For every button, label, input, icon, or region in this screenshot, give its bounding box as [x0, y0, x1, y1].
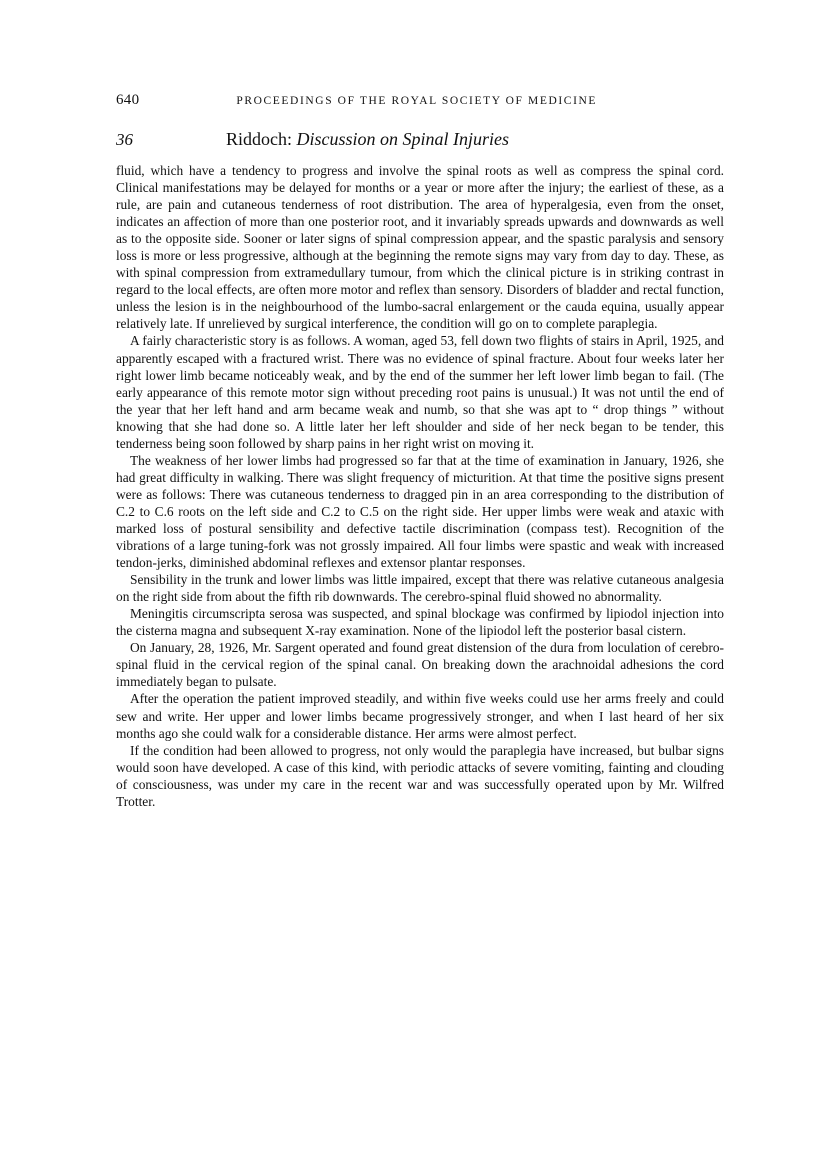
body-text — [116, 162, 724, 810]
paragraph: fluid, which have a tendency to progress and involve the spinal roots as well as compress the spinal cord. Clinical manifestations may be delayed for months or a year or more after the injury; the earliest of these, as a rule, are pain and cutaneous tenderness of root distribution. The area of hyperalgesia, even from the onset, indicates an affection of more than one posterior root, and it invariably spreads upwards and downwards as well as to the opposite side. Sooner or later signs of spinal compression appear, and the spastic paralysis and sensory loss is more or less progressive, although at the beginning the remote signs may vary from day to day. These, as with spinal compression from extramedullary tumour, from which the clinical picture is in striking contrast in regard to the local effects, are often more motor and reflex than sensory. Disorders of bladder and rectal function, unless the lesion is in the neighbourhood of the lumbo-sacral enlargement or the cauda equina, usually appear relatively late. If unrelieved by surgical interference, the condition will go on to complete paraplegia. — [116, 163, 724, 332]
paper-subject: Discussion on Spinal Injuries — [296, 129, 510, 149]
paragraph: The weakness of her lower limbs had progressed so far that at the time of examination in January, 1926, she had great difficulty in walking. There was slight frequency of micturition. At that time the positive signs present were as follows: There was cutaneous tenderness to dragged pin in an area corresponding to the distribution of C.2 to C.6 roots on the left side and C.2 to C.5 on the right side. Her upper limbs were weak and ataxic with marked loss of postural sensibility and defective tactile discrimination (compass test). Recognition of the vibrations of a large tuning-fork was not grossly impaired. All four limbs were spastic and weak with increased tendon-jerks, diminished abdominal reflexes and extensor plantar responses. — [116, 452, 724, 571]
paragraph: Meningitis circumscripta serosa was suspected, and spinal blockage was confirmed by lipiodol injection into the cisterna magna and subsequent X-ray examination. None of the lipiodol left the posterior basal cistern. — [116, 606, 724, 639]
title-block — [116, 129, 724, 150]
paragraph: On January, 28, 1926, Mr. Sargent operated and found great distension of the dura from loculation of cerebro-spinal fluid in the cervical region of the spinal canal. On breaking down the arachnoidal adhesions the cord immediately began to pulsate. — [116, 640, 724, 690]
paper-title — [226, 129, 509, 150]
paragraph: Sensibility in the trunk and lower limbs was little impaired, except that there was relative cutaneous analgesia on the right side from about the fifth rib downwards. The cerebro-spinal fluid showed no abnormality. — [116, 572, 724, 605]
paper-number: 36 — [116, 130, 133, 149]
paragraph: If the condition had been allowed to progress, not only would the paraplegia have increased, but bulbar signs would soon have developed. A case of this kind, with periodic attacks of severe vomiting, fainting and clouding of consciousness, was under my care in the recent war and was successfully operated upon by Mr. Wilfred Trotter. — [116, 742, 724, 809]
paragraph: After the operation the patient improved steadily, and within five weeks could use her arms freely and could sew and write. Her upper and lower limbs became progressively stronger, and when I last heard of her six months ago she could walk for a considerable distance. Her arms were almost perfect. — [116, 691, 724, 741]
page — [116, 92, 724, 810]
paragraph: A fairly characteristic story is as follows. A woman, aged 53, fell down two flights of stairs in April, 1925, and apparently escaped with a fractured wrist. There was no evidence of spinal fracture. About four weeks later her right lower limb became noticeably weak, and by the end of the summer her left lower limb began to fail. (The early appearance of this remote motor sign without preceding root pains is unusual.) It was not until the end of the year that her left hand and arm became weak and numb, so that she was apt to “ drop things ” without knowing that she had done so. A little later her left shoulder and side of her neck began to be tender, this tenderness being soon followed by sharp pains in her right wrist on moving it. — [116, 333, 724, 451]
page-number: 640 — [116, 92, 140, 108]
journal-title: PROCEEDINGS OF THE ROYAL SOCIETY OF MEDICINE — [236, 95, 598, 107]
author-name: Riddoch: — [226, 129, 292, 149]
running-head — [116, 92, 724, 109]
